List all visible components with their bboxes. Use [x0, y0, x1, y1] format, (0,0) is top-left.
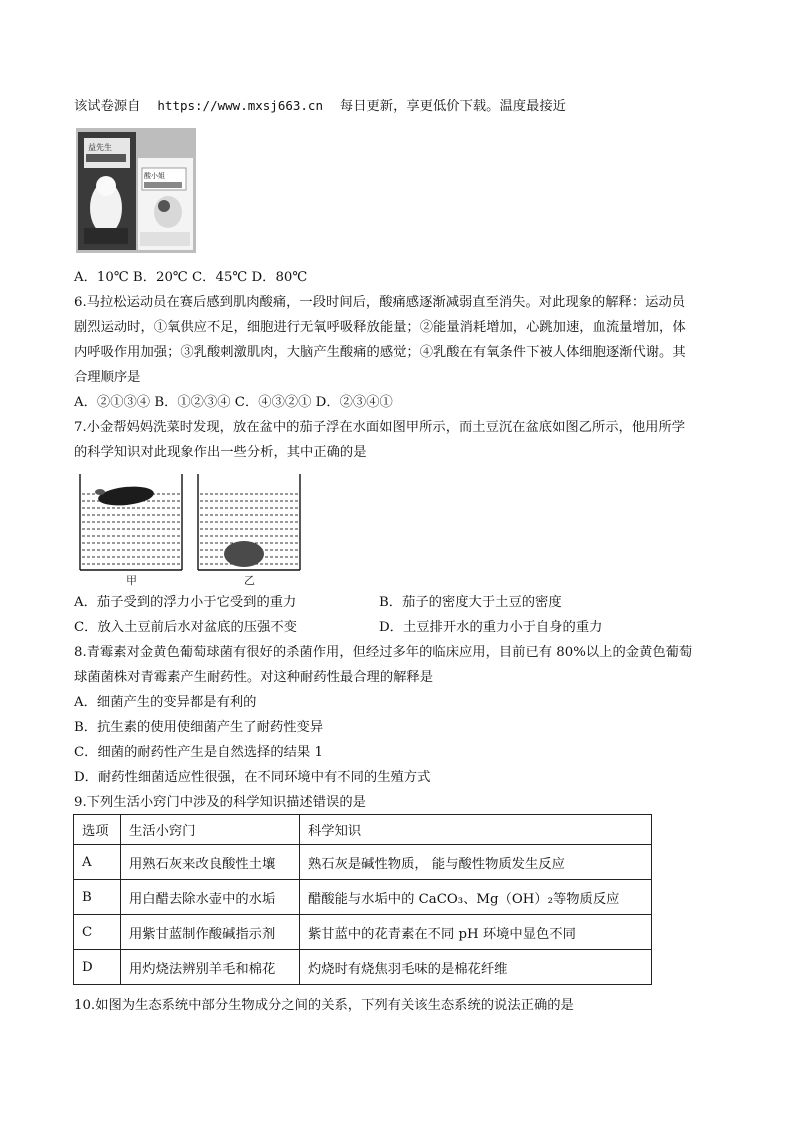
- table-cell: B: [74, 880, 121, 915]
- q6-line-3: 内呼吸作用加强；③乳酸刺激肌肉，大脑产生酸痛的感觉；④乳酸在有氧条件下被人体细胞逐渐代谢。其: [74, 345, 686, 360]
- table-row: [74, 845, 652, 880]
- source-header: [74, 98, 566, 115]
- table-cell: D: [74, 950, 121, 985]
- table-row: [74, 950, 652, 985]
- source-tagline: 每日更新，享更低价下载。温度最接近: [339, 99, 566, 114]
- q8-option-a: A．细菌产生的变异都是有利的: [74, 695, 257, 710]
- photo-label-left: 益先生: [88, 143, 112, 152]
- q7-line-2: 的科学知识对此现象作出一些分析，其中正确的是: [74, 445, 367, 460]
- source-url[interactable]: https://www.mxsj663.cn: [157, 98, 323, 113]
- table-header-cell: 选项: [74, 815, 121, 845]
- q9-stem: 9.下列生活小窍门中涉及的科学知识描述错误的是: [74, 795, 366, 810]
- q8-option-b: B．抗生素的使用使细菌产生了耐药性变异: [74, 720, 324, 735]
- q7-option-b: B．茄子的密度大于土豆的密度: [379, 595, 562, 610]
- q7-option-a: A．茄子受到的浮力小于它受到的重力: [74, 595, 297, 610]
- table-cell: 用白醋去除水壶中的水垢: [121, 880, 300, 915]
- q6-options: A．②①③④ B．①②③④ C．④③②① D．②③④①: [74, 395, 393, 410]
- q7-line-1: 7.小金帮妈妈洗菜时发现，放在盆中的茄子浮在水面如图甲所示，而土豆沉在盆底如图乙所示，他用所学: [74, 420, 686, 435]
- table-cell: A: [74, 845, 121, 880]
- q7-option-c: C．放入土豆前后水对盆底的压强不变: [74, 620, 297, 635]
- table-cell: 用熟石灰来改良酸性土壤: [121, 845, 300, 880]
- table-cell: 用紫甘蓝制作酸碱指示剂: [121, 915, 300, 950]
- basin-yi: [198, 474, 300, 570]
- table-cell: 熟石灰是碱性物质， 能与酸性物质发生反应: [300, 845, 652, 880]
- table-header-cell: 科学知识: [300, 815, 652, 845]
- q6-line-2: 剧烈运动时，①氧供应不足，细胞进行无氧呼吸释放能量；②能量消耗增加，心跳加速，血流量增加，体: [74, 320, 686, 335]
- q7-options-row-2: [74, 620, 714, 636]
- table-row: [74, 880, 652, 915]
- table-cell: 灼烧时有烧焦羽毛味的是棉花纤维: [300, 950, 652, 985]
- q6-line-1: 6.马拉松运动员在赛后感到肌肉酸痛，一段时间后，酸痛感逐渐减弱直至消失。对此现象的解释：运动员: [74, 295, 686, 310]
- q9-table: [73, 814, 652, 985]
- eggplant: [97, 484, 155, 508]
- table-header-row: [74, 815, 652, 845]
- product-photo: [76, 128, 196, 253]
- basin-diagram: [78, 470, 304, 588]
- q8-line-1: 8.青霉素对金黄色葡萄球菌有很好的杀菌作用，但经过多年的临床应用，目前已有 80%以上的金黄色葡萄: [74, 645, 693, 660]
- basin-jia: [80, 474, 182, 570]
- q10-stem: 10.如图为生态系统中部分生物成分之间的关系，下列有关该生态系统的说法正确的是: [74, 998, 574, 1013]
- q8-line-2: 球菌菌株对青霉素产生耐药性。对这种耐药性最合理的解释是: [74, 670, 434, 685]
- q5-options: A．10℃ B．20℃ C．45℃ D．80℃: [74, 270, 308, 285]
- q7-options-row-1: [74, 595, 714, 611]
- table-cell: 醋酸能与水垢中的 CaCO₃、Mg（OH）₂等物质反应: [300, 880, 652, 915]
- fig-label-jia: 甲: [126, 574, 137, 587]
- table-cell: 紫甘蓝中的花青素在不同 pH 环境中显色不同: [300, 915, 652, 950]
- table-header-cell: 生活小窍门: [121, 815, 300, 845]
- photo-label-right: 酸小姐: [144, 172, 165, 180]
- q8-option-c: C．细菌的耐药性产生是自然选择的结果 1: [74, 745, 323, 760]
- source-prefix: 该试卷源自: [74, 99, 141, 114]
- q8-option-d: D．耐药性细菌适应性很强，在不同环境中有不同的生殖方式: [74, 770, 431, 785]
- q7-option-d: D．土豆排开水的重力小于自身的重力: [379, 620, 603, 635]
- q6-line-4: 合理顺序是: [74, 370, 141, 385]
- table-cell: C: [74, 915, 121, 950]
- table-cell: 用灼烧法辨别羊毛和棉花: [121, 950, 300, 985]
- fig-label-yi: 乙: [244, 574, 255, 587]
- table-row: [74, 915, 652, 950]
- potato: [224, 541, 264, 567]
